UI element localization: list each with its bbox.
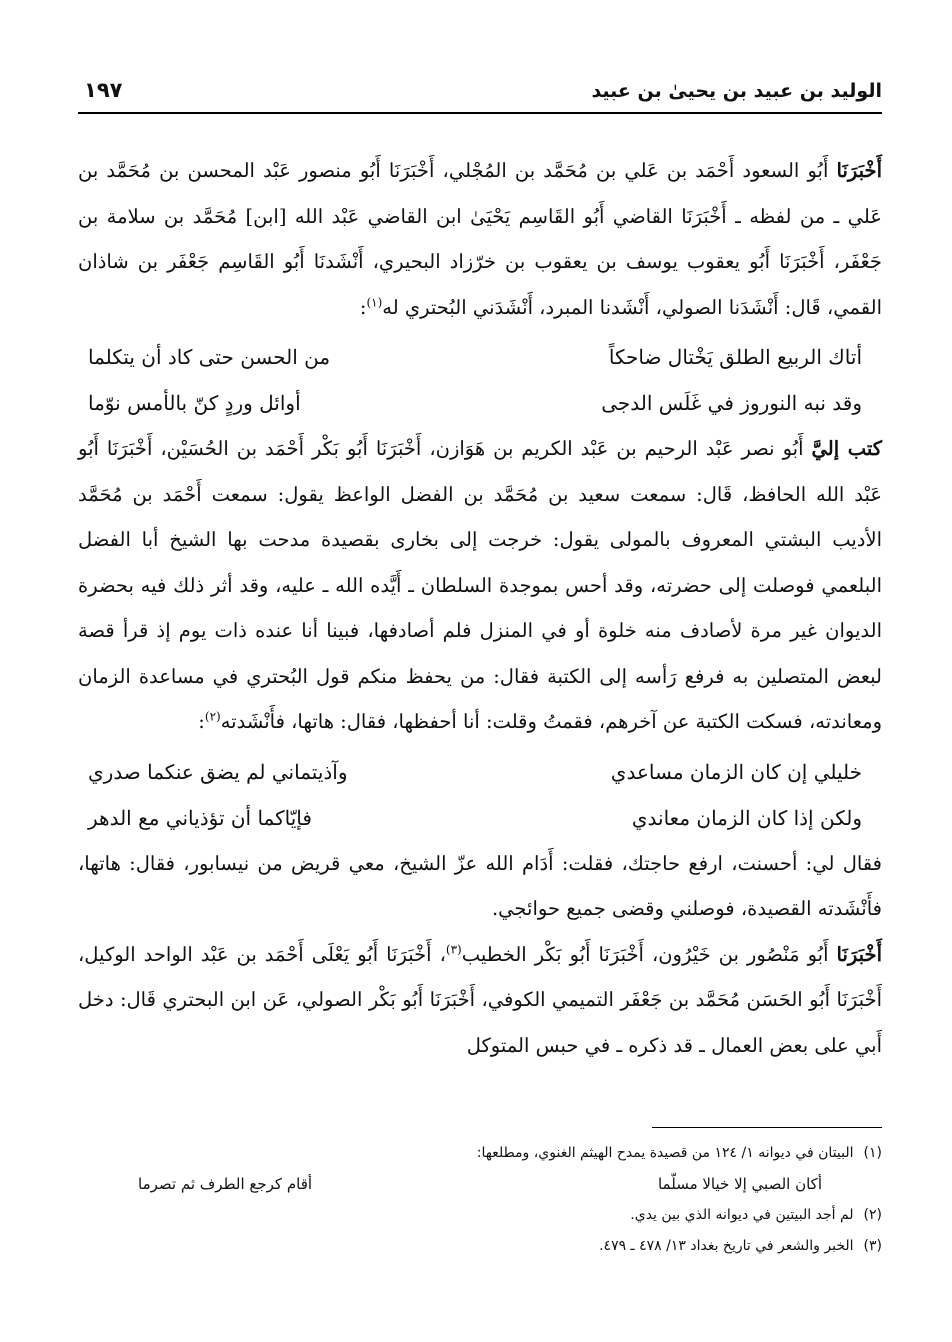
poem-2 [78, 749, 882, 841]
verse-first-hemistich: أتاك الربيع الطلق يَخْتال ضاحكاً [608, 345, 862, 369]
paragraph-end: : [359, 295, 367, 319]
verse-row [78, 334, 882, 380]
paragraph-3: فقال لي: أحسنت، ارفع حاجتك، فقلت: أَدَام الله عزّ الشيخ، معي قريض من نيسابور، فقال: هاتها، فأَنْشَدته القصيدة، فوصلني وقضى جميع حوائجي. [78, 851, 882, 920]
footnote-verse [78, 1169, 882, 1200]
footnote-number: (٢) [863, 1207, 882, 1223]
paragraph-text: أَبُو السعود أَحْمَد بن عَلي بن مُحَمَّد بن المُجْلي، أَخْبَرَنَا أَبُو منصور عَبْد المحسن بن مُحَمَّد بن عَلي ـ من لفظه ـ أَخْبَرَنَا القاضي أَبُو القَاسِم يَحْيَىٰ ابن القاضي عَبْد الله [ابن] مُحَمَّد بن سلامة بن جَعْفَر، أَخْبَرَنَا أَبُو يعقوب يوسف بن يعقوب بن خرّزاد البحيري، أَنْشَدنَا أَبُو القَاسِم جَعْفَر بن شاذان القمي، قَال: أَنْشَدَنا الصولي، أَنْشَدنا المبرد، أَنْشَدَني البُحتري له [78, 159, 882, 319]
footnote-number: (٣) [863, 1238, 882, 1254]
verse-row [78, 749, 882, 795]
paragraph-lead: كتب إليَّ [811, 437, 883, 460]
verse-second-hemistich: أوائل وردٍ كنّ بالأمس نوّما [88, 391, 301, 415]
verse-row [78, 380, 882, 426]
verse-first-hemistich: وقد نبه النوروز في غَلَس الدجى [601, 391, 862, 415]
poem-1 [78, 334, 882, 426]
footnote-ref: (٢) [204, 709, 221, 724]
verse-second-hemistich: فإيّاكما أن تؤذياني مع الدهر [88, 805, 312, 830]
running-title: الوليد بن عبيد بن يحيىٰ بن عبيد [591, 80, 882, 102]
verse-first-hemistich: خليلي إن كان الزمان مساعدي [610, 759, 862, 784]
footnote-2 [78, 1200, 882, 1231]
verse-second-hemistich: وآذيتماني لم يضق عنكما صدري [88, 759, 348, 784]
footnote-1 [78, 1138, 882, 1169]
footnote-separator [652, 1127, 882, 1128]
paragraph-4 [78, 932, 882, 1069]
paragraph-2 [78, 426, 882, 745]
verse-second-hemistich: أقام كرجع الطرف ثم تصرما [138, 1175, 313, 1193]
footnote-ref: (٣) [445, 942, 462, 956]
paragraph-end: : [198, 710, 205, 733]
paragraph-text: أَبُو مَنْصُور بن خَيْرُون، أَخْبَرَنَا أَبُو بَكْر الخطيب [461, 942, 837, 966]
page-number: ١٩٧ [84, 78, 123, 102]
footnote-3 [78, 1231, 882, 1262]
footnote-number: (١) [863, 1145, 882, 1161]
footnote-text: البيتان في ديوانه ١/ ١٢٤ من قصيدة يمدح الهيثم الغنوي، ومطلعها: [476, 1145, 854, 1161]
footnotes [78, 1138, 882, 1262]
page-header [78, 70, 882, 114]
paragraph-lead: أَخْبَرَنَا [836, 942, 882, 966]
verse-first-hemistich: أكان الصبي إلا خيالا مسلّما [657, 1175, 822, 1193]
paragraph-lead: أَخْبَرَنَا [836, 159, 882, 182]
paragraph-text: أَبُو نصر عَبْد الرحيم بن عَبْد الكريم بن هَوَازن، أَخْبَرَنَا أَبُو بَكْر أَحْمَد بن الحُسَيْن، أَخْبَرَنَا أَبُو عَبْد الله الحافظ، قَال: سمعت سعيد بن مُحَمَّد بن الفضل الواعظ يقول: سمعت أَحْمَد بن مُحَمَّد الأديب البشتي المعروف بالمولى يقول: خرجت إلى بخارى بقصيدة مدحت بها الشيخ أبا الفضل البلعمي فوصلت إلى حضرته، وقد أحس بموجدة السلطان ـ أَيَّده الله ـ عليه، وقد أثر ذلك فيه بحضرة الديوان غير مرة لأصادف منه خلوة أو في المنزل فلم أصادفها، فبينا أنا عنده ذات يوم إذ قرأ قصة لبعض المتصلين به فرفع رَأسه إلى الكتبة فقال: من يحفظ منكم قول البُحتري في مساعدة الزمان ومعاندته، فسكت الكتبة عن آخرهم، فقمتُ وقلت: أنا أحفظها، فقال: هاتها، فأَنْشَدته [78, 437, 882, 733]
main-text [78, 148, 882, 1068]
paragraph-1 [78, 148, 882, 330]
paragraph-text: ، أَخْبَرَنَا أَبُو يَعْلَى أَحْمَد بن عَبْد الواحد الوكيل، أَخْبَرَنَا أَبُو الحَسَن مُحَمَّد بن جَعْفَر التميمي الكوفي، أَخْبَرَنَا أَبُو بَكْر الصولي، عَن ابن البحتري قَال: دخل أَبي على بعض العمال ـ قد ذكره ـ في حبس المتوكل [78, 942, 882, 1057]
verse-second-hemistich: من الحسن حتى كاد أن يتكلما [88, 345, 331, 369]
footnote-text: لم أجد البيتين في ديوانه الذي بين يدي. [630, 1207, 854, 1223]
footnote-ref: (١) [366, 295, 383, 309]
verse-first-hemistich: ولكن إذا كان الزمان معاندي [631, 805, 862, 830]
footnote-text: الخبر والشعر في تاريخ بغداد ١٣/ ٤٧٨ ـ ٤٧٩. [599, 1238, 854, 1254]
verse-row [78, 795, 882, 841]
